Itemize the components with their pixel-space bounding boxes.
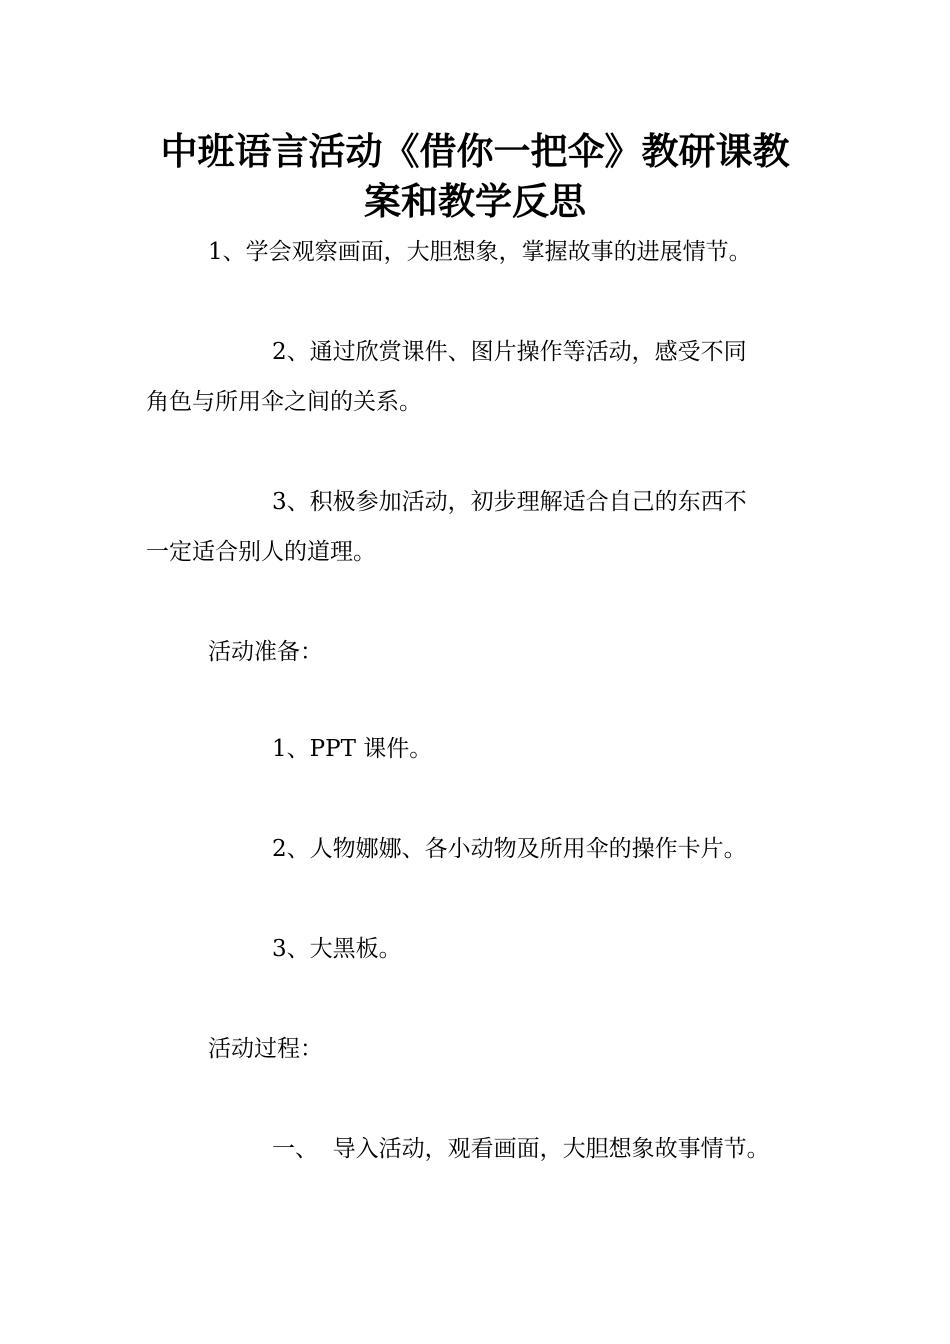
goal-3-line-1: 3、积极参加活动，初步理解适合自己的东西不 <box>272 489 747 515</box>
goal-3-line-2: 一定适合别人的道理。 <box>146 539 376 565</box>
prep-item-1: 1、PPT 课件。 <box>272 736 433 762</box>
goal-2-line-2: 角色与所用伞之间的关系。 <box>146 389 422 415</box>
goal-2-line-1: 2、通过欣赏课件、图片操作等活动，感受不同 <box>272 339 747 365</box>
document-title-line-2: 案和教学反思 <box>364 180 586 223</box>
prep-item-3: 3、大黑板。 <box>272 936 402 962</box>
prep-item-2: 2、人物娜娜、各小动物及所用伞的操作卡片。 <box>272 836 747 862</box>
document-title-line-1: 中班语言活动《借你一把伞》教研课教 <box>160 130 790 173</box>
process-heading: 活动过程： <box>208 1036 323 1062</box>
process-step-1: 一、 导入活动，观看画面，大胆想象故事情节。 <box>272 1136 770 1162</box>
prep-heading: 活动准备： <box>208 639 323 665</box>
goal-1: 1、学会观察画面，大胆想象，掌握故事的进展情节。 <box>208 239 752 265</box>
